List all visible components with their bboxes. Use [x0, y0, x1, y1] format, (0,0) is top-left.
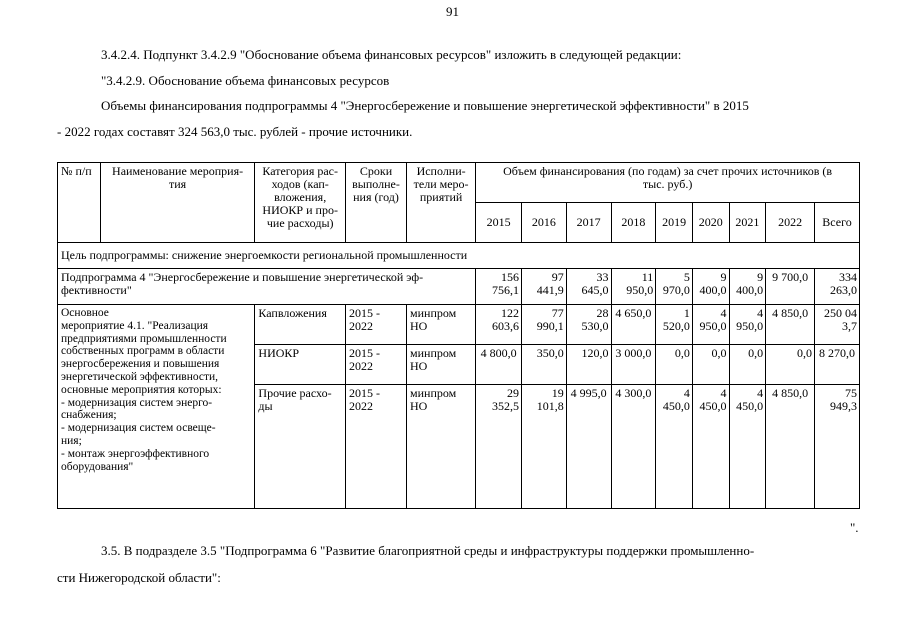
closing-quote: ".	[850, 520, 859, 535]
header-executors: Исполни- тели меро- приятий	[407, 163, 476, 243]
activity-value: 4 300,0	[611, 385, 656, 509]
paragraph-volumes-line2: - 2022 годах составят 324 563,0 тыс. рублей - прочие источники.	[57, 124, 413, 139]
activity-value: 350,0	[521, 345, 566, 385]
activity-value: 28 530,0	[566, 305, 611, 345]
activity-category: Капвложения	[255, 305, 346, 345]
subprogram-value: 11 950,0	[611, 269, 656, 305]
activity-value: 4 800,0	[476, 345, 522, 385]
activity-value: 4 450,0	[729, 385, 766, 509]
activity-value: 0,0	[692, 345, 729, 385]
table-header-row	[58, 163, 860, 203]
activity-terms: 2015 - 2022	[345, 345, 406, 385]
header-terms: Сроки выполне- ния (год)	[345, 163, 406, 243]
header-year: 2017	[566, 203, 611, 243]
header-year: 2019	[656, 203, 693, 243]
activity-value: 0,0	[729, 345, 766, 385]
subprogram-value: 33 645,0	[566, 269, 611, 305]
subprogram-total: 334 263,0	[815, 269, 860, 305]
subprogram-value: 9 700,0	[766, 269, 815, 305]
activity-terms: 2015 - 2022	[345, 385, 406, 509]
goal-row	[58, 243, 860, 269]
activity-value: 4 950,0	[729, 305, 766, 345]
paragraph-volumes-line1: Объемы финансирования подпрограммы 4 "Энергосбережение и повышение энергетической эффективности" в 2015	[101, 98, 749, 113]
paragraph-3-5-line2: сти Нижегородской области":	[57, 570, 221, 585]
goal-cell: Цель подпрограммы: снижение энергоемкости региональной промышленности	[58, 243, 860, 269]
header-category: Категория рас- ходов (кап- вложения, НИОКР и про- чие расходы)	[255, 163, 346, 243]
header-year: 2022	[766, 203, 815, 243]
activity-executor: минпром НО	[407, 385, 476, 509]
activity-total: 250 04 3,7	[815, 305, 860, 345]
activity-value: 1 520,0	[656, 305, 693, 345]
activity-value: 3 000,0	[611, 345, 656, 385]
subprogram-value: 9 400,0	[692, 269, 729, 305]
activity-value: 0,0	[656, 345, 693, 385]
activity-value: 19 101,8	[521, 385, 566, 509]
activity-value: 4 850,0	[766, 305, 815, 345]
activity-executor: минпром НО	[407, 305, 476, 345]
header-year: 2015	[476, 203, 522, 243]
paragraph-3-4-2-9-heading: "3.4.2.9. Обоснование объема финансовых ресурсов	[101, 73, 390, 88]
subprogram-value: 97 441,9	[521, 269, 566, 305]
header-funding: Объем финансирования (по годам) за счет прочих источников (в тыс. руб.)	[476, 163, 860, 203]
header-year-total: Всего	[815, 203, 860, 243]
activity-terms: 2015 - 2022	[345, 305, 406, 345]
activity-executor: минпром НО	[407, 345, 476, 385]
subprogram-value: 5 970,0	[656, 269, 693, 305]
activity-value: 4 850,0	[766, 385, 815, 509]
activity-row-capex	[58, 305, 860, 345]
activity-value: 120,0	[566, 345, 611, 385]
activity-value: 29 352,5	[476, 385, 522, 509]
activity-category: НИОКР	[255, 345, 346, 385]
financing-table	[57, 162, 860, 509]
header-year: 2016	[521, 203, 566, 243]
header-year: 2021	[729, 203, 766, 243]
paragraph-3-5-line1: 3.5. В подразделе 3.5 "Подпрограмма 6 "Развитие благоприятной среды и инфраструктуры поддержки промышленно-	[101, 543, 755, 558]
activity-category: Прочие расхо- ды	[255, 385, 346, 509]
activity-value: 4 650,0	[611, 305, 656, 345]
activity-value: 77 990,1	[521, 305, 566, 345]
activity-value: 4 950,0	[692, 305, 729, 345]
activity-name: Основное мероприятие 4.1. "Реализация предприятиями промышленности собственных программ в области энергосбережения и повышения энергетической эффективности, основные мероприятия которых: - модернизация систем энерго- снабжения; - модернизация систем освеще- ния; - монтаж энергоэффективного оборудования"	[58, 305, 255, 509]
activity-value: 122 603,6	[476, 305, 522, 345]
activity-total: 8 270,0	[815, 345, 860, 385]
paragraph-3-4-2-4: 3.4.2.4. Подпункт 3.4.2.9 "Обоснование объема финансовых ресурсов" изложить в следующей редакции:	[101, 47, 682, 62]
header-num: № п/п	[58, 163, 101, 243]
activity-total: 75 949,3	[815, 385, 860, 509]
activity-value: 4 450,0	[692, 385, 729, 509]
subprogram-row	[58, 269, 860, 305]
activity-value: 4 450,0	[656, 385, 693, 509]
header-year: 2020	[692, 203, 729, 243]
activity-value: 4 995,0	[566, 385, 611, 509]
activity-value: 0,0	[766, 345, 815, 385]
page-number: 91	[446, 4, 459, 19]
subprogram-value: 9 400,0	[729, 269, 766, 305]
subprogram-label: Подпрограмма 4 "Энергосбережение и повышение энергетической эф- фективности"	[58, 269, 476, 305]
subprogram-value: 156 756,1	[476, 269, 522, 305]
header-name: Наименование мероприя- тия	[100, 163, 255, 243]
header-year: 2018	[611, 203, 656, 243]
